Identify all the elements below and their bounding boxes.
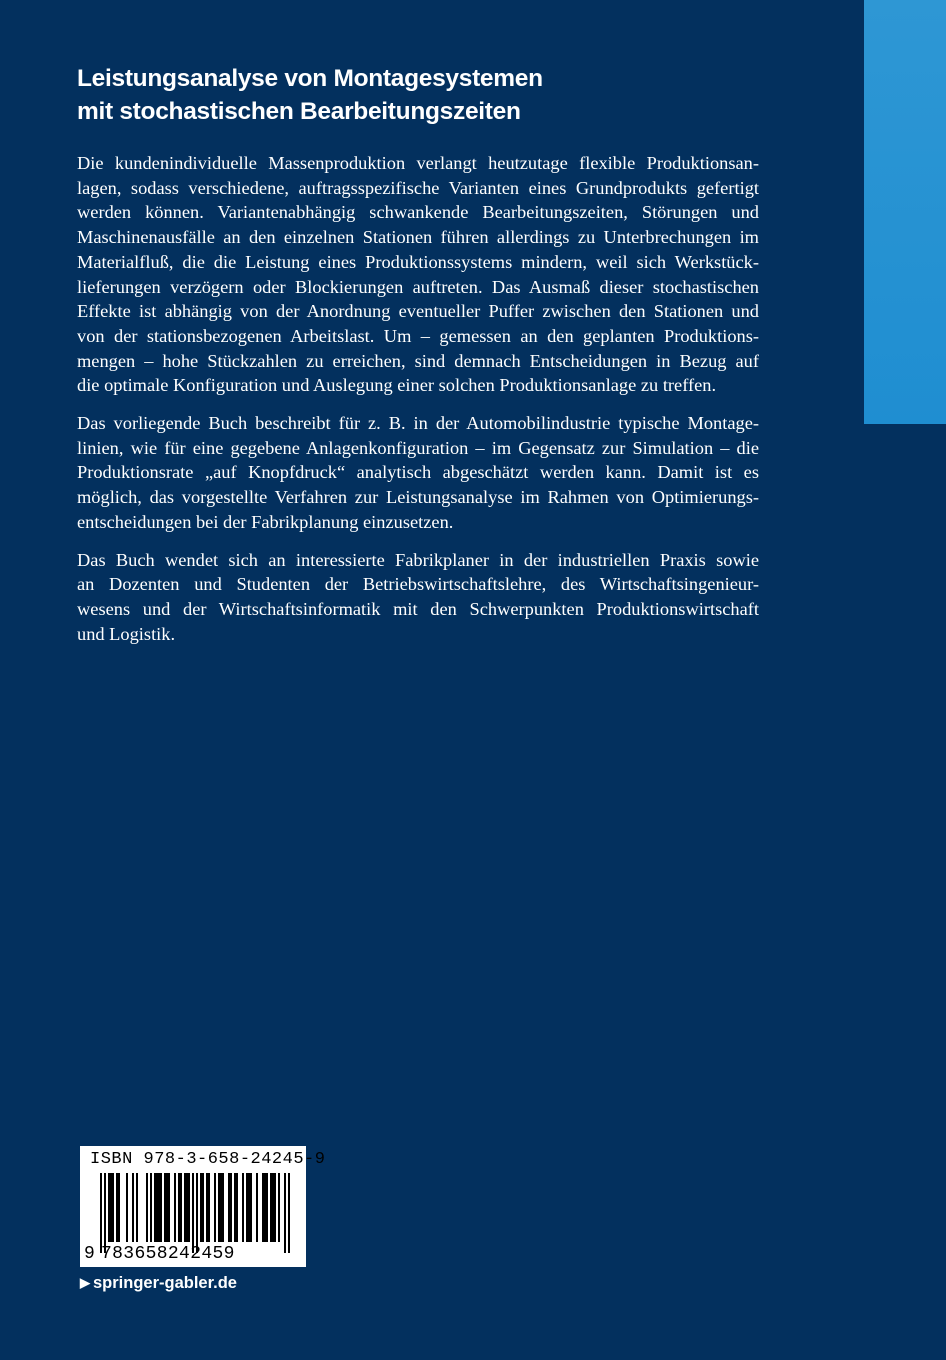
barcode-bar — [228, 1173, 230, 1242]
barcode-bar — [274, 1173, 276, 1242]
barcode-bar — [112, 1173, 114, 1242]
barcode-bar — [104, 1173, 106, 1253]
text-line: entscheidungen bei der Fabrikplanung einzusetzen. — [77, 511, 454, 532]
barcode-bar — [180, 1173, 182, 1242]
barcode-bar — [218, 1173, 220, 1242]
publisher-link[interactable] — [80, 1274, 237, 1293]
barcode-bar — [192, 1173, 194, 1253]
barcode-bar — [234, 1173, 236, 1242]
barcode-bar — [206, 1173, 208, 1242]
barcode-bar — [202, 1173, 204, 1242]
barcode-bar — [220, 1173, 222, 1242]
text-line: Produktionsrate „auf Knopfdruck“ analytisch abgeschätzt werden kann. Damit ist es — [77, 462, 759, 483]
cover-accent-stripe — [864, 0, 946, 424]
text-line: Das Buch wendet sich an interessierte Fabrikplaner in der industriellen Praxis sowie — [77, 549, 759, 570]
text-line: linien, wie für eine gegebene Anlagenkonfiguration – im Gegensatz zur Simulation – die — [77, 437, 759, 458]
ean-digits: 783658242459 — [101, 1244, 235, 1264]
barcode-bar — [136, 1173, 138, 1242]
barcode-bar — [108, 1173, 110, 1242]
blurb-paragraph-3 — [77, 548, 759, 647]
isbn-barcode-box — [80, 1146, 326, 1267]
barcode-bar — [110, 1173, 112, 1242]
barcode-bar — [242, 1173, 244, 1242]
barcode-bar — [222, 1173, 224, 1242]
barcode-bar — [214, 1173, 216, 1242]
barcode-bar — [158, 1173, 160, 1242]
text-line: Effekte ist abhängig von der Anordnung eventueller Puffer zwischen den Stationen und — [77, 301, 759, 322]
barcode-bar — [116, 1173, 118, 1242]
text-line: wesens und der Wirtschaftsinformatik mit den Schwerpunkten Produktionswirtschaft — [77, 598, 759, 619]
barcode-bar — [146, 1173, 148, 1242]
barcode-bar — [160, 1173, 162, 1242]
text-line: die optimale Konfiguration und Auslegung einer solchen Produktionsanlage zu treffen. — [77, 375, 717, 396]
barcode-bar — [230, 1173, 232, 1242]
book-title — [77, 62, 777, 128]
book-title-line: Leistungsanalyse von Montagesystemen — [77, 65, 543, 92]
barcode-bar — [166, 1173, 168, 1242]
barcode-bar — [196, 1173, 198, 1253]
text-line: Das vorliegende Buch beschreibt für z. B. in der Automobilindustrie typische Montage- — [77, 413, 759, 434]
barcode-bar — [126, 1173, 128, 1242]
blurb-paragraph-1 — [77, 151, 759, 398]
barcode-bar — [118, 1173, 120, 1242]
barcode-bar — [188, 1173, 190, 1242]
barcode-bar — [154, 1173, 156, 1242]
text-line: an Dozenten und Studenten der Betriebswirtschaftslehre, des Wirtschaftsingenieur- — [77, 574, 759, 595]
barcode-bar — [156, 1173, 158, 1242]
text-line: möglich, das vorgestellte Verfahren zur Leistungsanalyse im Rahmen von Optimierungs- — [77, 487, 759, 508]
text-line: mengen – hohe Stückzahlen zu erreichen, sind demnach Entscheidungen in Bezug auf — [77, 350, 759, 371]
barcode-bar — [184, 1173, 186, 1242]
barcode-bar — [164, 1173, 166, 1242]
barcode-bar — [200, 1173, 202, 1242]
publisher-website: springer-gabler.de — [93, 1274, 237, 1292]
barcode-bar — [236, 1173, 238, 1242]
barcode-bar — [278, 1173, 280, 1242]
blurb-paragraph-2 — [77, 411, 759, 535]
barcode-bar — [284, 1173, 286, 1253]
book-title-line: mit stochastischen Bearbeitungszeiten — [77, 98, 521, 125]
barcode-bar — [208, 1173, 210, 1242]
barcode-bar — [266, 1173, 268, 1242]
barcode-bar — [288, 1173, 290, 1253]
barcode-bar — [174, 1173, 176, 1242]
barcode-bar — [272, 1173, 274, 1242]
text-line: Maschinenausfälle an den einzelnen Stationen führen allerdings zu Unterbrechungen im — [77, 227, 759, 248]
triangle-right-icon: ▶ — [80, 1275, 90, 1290]
barcode-bar — [150, 1173, 152, 1242]
blurb — [77, 151, 759, 659]
barcode-bar — [270, 1173, 272, 1242]
text-line: lagen, sodass verschiedene, auftragsspezifische Varianten eines Grundprodukts gefertigt — [77, 177, 759, 198]
text-line: werden können. Variantenabhängig schwankende Bearbeitungszeiten, Störungen und — [77, 202, 759, 223]
barcode-bar — [264, 1173, 266, 1242]
text-line: von der stationsbezogenen Arbeitslast. Um – gemessen an den geplanten Produktions- — [77, 325, 759, 346]
ean-first-digit: 9 — [84, 1244, 95, 1264]
barcode-bar — [100, 1173, 102, 1253]
barcode-bar — [262, 1173, 264, 1242]
text-line: Materialfluß, die die Leistung eines Produktionssystems mindern, weil sich Werkstück- — [77, 251, 759, 272]
barcode-bar — [248, 1173, 250, 1242]
text-line: Die kundenindividuelle Massenproduktion verlangt heutzutage flexible Produktionsan- — [77, 153, 759, 173]
barcode-bar — [186, 1173, 188, 1242]
text-line: lieferungen verzögern oder Blockierungen auftreten. Das Ausmaß dieser stochastischen — [77, 276, 759, 297]
text-line: und Logistik. — [77, 623, 176, 644]
isbn-label: ISBN 978-3-658-24245-9 — [90, 1150, 326, 1169]
barcode-bar — [250, 1173, 252, 1242]
barcode-bar — [246, 1173, 248, 1242]
barcode-bar — [256, 1173, 258, 1242]
barcode-bar — [178, 1173, 180, 1242]
barcode-bar — [168, 1173, 170, 1242]
barcode-bar — [132, 1173, 134, 1242]
